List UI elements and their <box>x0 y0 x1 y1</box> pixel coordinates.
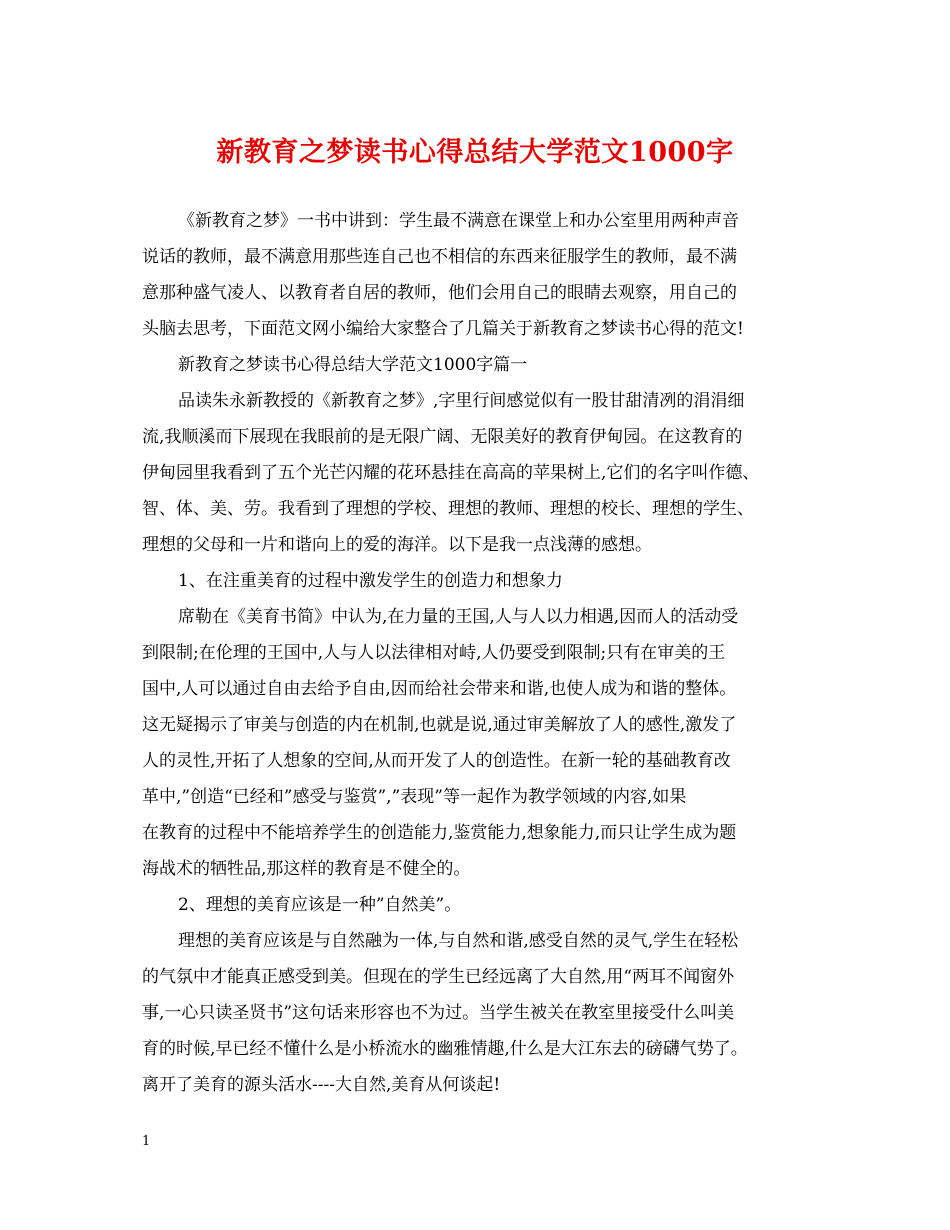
body-line: 头脑去思考，下面范文网小编给大家整合了几篇关于新教育之梦读书心得的范文! <box>142 319 744 339</box>
body-line: 这无疑揭示了审美与创造的内在机制,也就是说,通过审美解放了人的感性,激发了 <box>142 715 737 735</box>
body-line: 事,一心只读圣贤书”这句话来形容也不为过。当学生被关在教室里接受什么叫美 <box>142 1003 735 1023</box>
subsection-heading: 1、在注重美育的过程中激发学生的创造力和想象力 <box>178 571 563 591</box>
document-title: 新教育之梦读书心得总结大学范文1000字 <box>216 137 734 168</box>
body-line: 到限制;在伦理的王国中,人与人以法律相对峙,人仍要受到限制;只有在审美的王 <box>142 643 726 663</box>
body-line: 智、体、美、劳。我看到了理想的学校、理想的教师、理想的校长、理想的学生、 <box>142 499 754 519</box>
body-line: 说话的教师，最不满意用那些连自己也不相信的东西来征服学生的教师，最不满 <box>142 247 737 267</box>
body-line: 理想的美育应该是与自然融为一体,与自然和谐,感受自然的灵气,学生在轻松 <box>178 931 739 951</box>
body-line: 的气氛中才能真正感受到美。但现在的学生已经远离了大自然,用“两耳不闻窗外 <box>142 967 735 987</box>
body-line: 《新教育之梦》一书中讲到：学生最不满意在课堂上和办公室里用两种声音 <box>178 211 739 231</box>
body-line: 革中,”创造“已经和”感受与鉴赏”,”表现”等一起作为教学领域的内容,如果 <box>142 787 687 807</box>
body-line: 流,我顺溪而下展现在我眼前的是无限广阔、无限美好的教育伊甸园。在这教育的 <box>142 427 743 447</box>
body-line: 育的时候,早已经不懂什么是小桥流水的幽雅情趣,什么是大江东去的磅礴气势了。 <box>142 1039 748 1059</box>
subsection-heading: 2、理想的美育应该是一种”自然美”。 <box>178 895 462 915</box>
body-line: 人的灵性,开拓了人想象的空间,从而开发了人的创造性。在新一轮的基础教育改 <box>142 751 731 771</box>
body-line: 席勒在《美育书简》中认为,在力量的王国,人与人以力相遇,因而人的活动受 <box>178 607 739 627</box>
page-number: 1 <box>142 1134 151 1149</box>
body-line: 国中,人可以通过自由去给予自由,因而给社会带来和谐,也使人成为和谐的整体。 <box>142 679 737 699</box>
body-line: 海战术的牺牲品,那这样的教育是不健全的。 <box>142 859 471 879</box>
body-line: 离开了美育的源头活水----大自然,美育从何谈起! <box>142 1075 501 1095</box>
body-line: 品读朱永新教授的《新教育之梦》,字里行间感觉似有一股甘甜清冽的涓涓细 <box>178 391 745 411</box>
body-line: 伊甸园里我看到了五个光芒闪耀的花环悬挂在高高的苹果树上,它们的名字叫作德、 <box>142 463 760 483</box>
section-heading: 新教育之梦读书心得总结大学范文1000字篇一 <box>178 355 528 375</box>
body-line: 在教育的过程中不能培养学生的创造能力,鉴赏能力,想象能力,而只让学生成为题 <box>142 823 737 843</box>
body-line: 理想的父母和一片和谐向上的爱的海洋。以下是我一点浅薄的感想。 <box>142 535 652 555</box>
body-line: 意那种盛气凌人、以教育者自居的教师，他们会用自己的眼睛去观察，用自己的 <box>142 283 737 303</box>
